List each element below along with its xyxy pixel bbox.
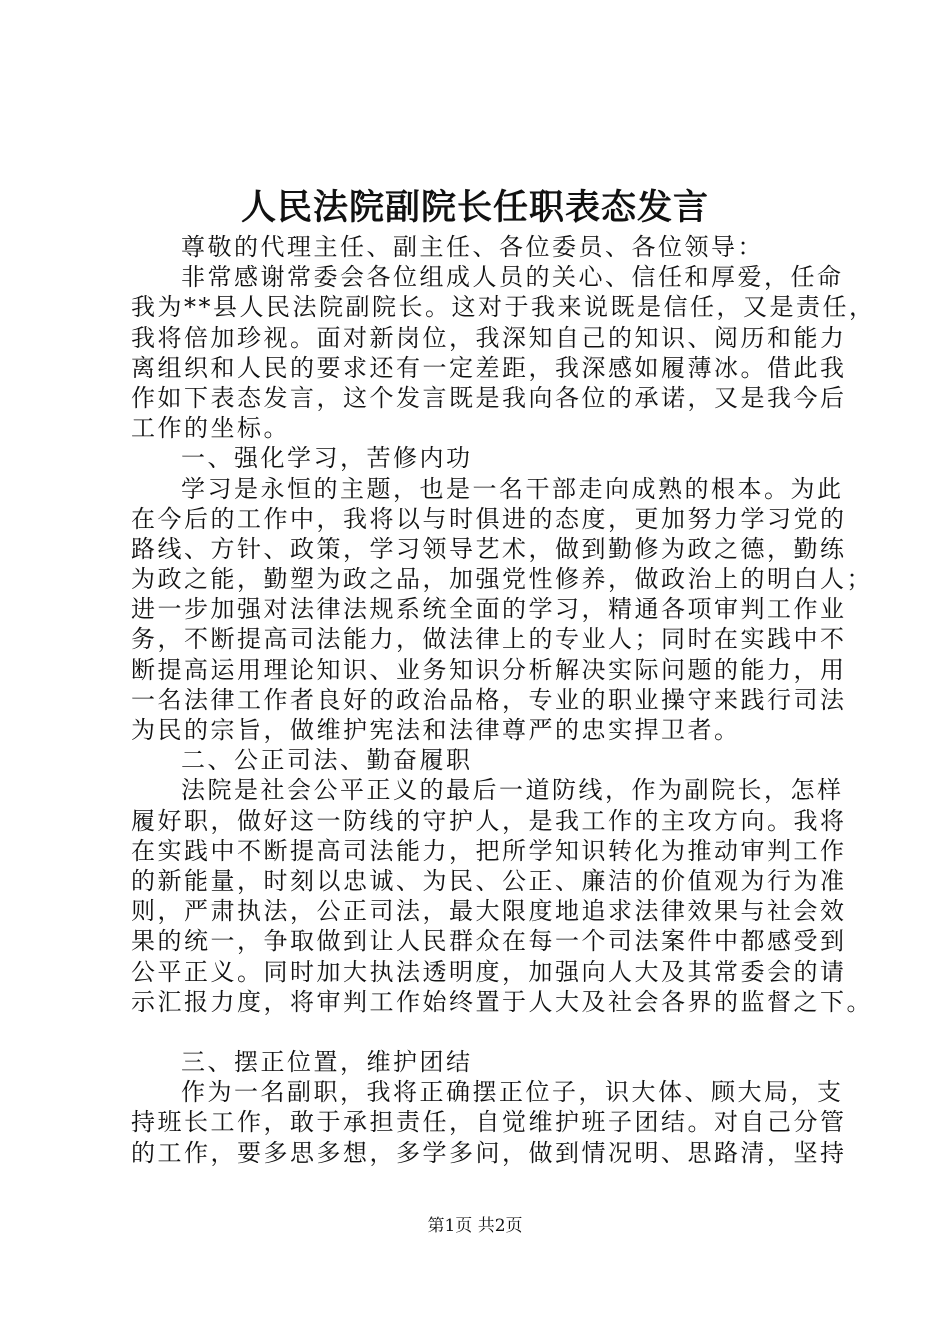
text-line: 果的统一，争取做到让人民群众在每一个司法案件中都感受到 [131, 927, 847, 956]
document-title: 人民法院副院长任职表态发言 [240, 187, 709, 228]
text-line: 履好职，做好这一防线的守护人，是我工作的主攻方向。我将 [131, 806, 847, 835]
text-line: 作为一名副职，我将正确摆正位子，识大体、顾大局，支 [181, 1078, 844, 1107]
text-line: 法院是社会公平正义的最后一道防线，作为副院长，怎样 [181, 776, 844, 805]
text-line: 进一步加强对法律法规系统全面的学习，精通各项审判工作业 [131, 595, 847, 624]
text-line: 示汇报力度，将审判工作始终置于人大及社会各界的监督之下。 [131, 987, 873, 1016]
text-line: 务，不断提高司法能力，做法律上的专业人；同时在实践中不 [131, 625, 847, 654]
text-line: 路线、方针、政策，学习领导艺术，做到勤修为政之德，勤练 [131, 534, 847, 563]
text-line: 在今后的工作中，我将以与时俱进的态度，更加努力学习党的 [131, 504, 847, 533]
text-line: 一、强化学习，苦修内功 [181, 444, 473, 473]
text-line: 在实践中不断提高司法能力，把所学知识转化为推动审判工作 [131, 836, 847, 865]
text-line: 的新能量，时刻以忠诚、为民、公正、廉洁的价值观为行为准 [131, 866, 847, 895]
text-line: 的工作，要多思多想，多学多问，做到情况明、思路清，坚持 [131, 1138, 847, 1167]
page-number-footer: 第1页 共2页 [427, 1216, 523, 1236]
text-line: 三、摆正位置，维护团结 [181, 1048, 473, 1077]
text-line: 为民的宗旨，做维护宪法和法律尊严的忠实捍卫者。 [131, 716, 741, 744]
text-line: 离组织和人民的要求还有一定差距，我深感如履薄冰。借此我 [131, 353, 847, 382]
text-line: 一名法律工作者良好的政治品格，专业的职业操守来践行司法 [131, 685, 847, 714]
blank-line [131, 1017, 851, 1047]
text-line: 二、公正司法、勤奋履职 [181, 746, 473, 775]
text-line: 学习是永恒的主题，也是一名干部走向成熟的根本。为此 [181, 474, 844, 503]
text-line: 工作的坐标。 [131, 414, 290, 443]
text-line: 作如下表态发言，这个发言既是我向各位的承诺，又是我今后 [131, 383, 847, 412]
document-body [131, 232, 876, 1168]
text-line: 尊敬的代理主任、副主任、各位委员、各位领导： [181, 233, 764, 261]
text-line: 断提高运用理论知识、业务知识分析解决实际问题的能力，用 [131, 655, 847, 684]
text-line: 持班长工作，敢于承担责任，自觉维护班子团结。对自己分管 [131, 1108, 847, 1137]
text-line: 非常感谢常委会各位组成人员的关心、信任和厚爱，任命 [181, 263, 844, 292]
text-line: 为政之能，勤塑为政之品，加强党性修养，做政治上的明白人； [131, 565, 873, 594]
text-line: 我将倍加珍视。面对新岗位，我深知自己的知识、阅历和能力 [131, 323, 847, 352]
text-line: 则，严肃执法，公正司法，最大限度地追求法律效果与社会效 [131, 897, 847, 926]
text-line: 公平正义。同时加大执法透明度，加强向人大及其常委会的请 [131, 957, 847, 986]
text-line: 我为**县人民法院副院长。这对于我来说既是信任，又是责任， [131, 293, 876, 322]
